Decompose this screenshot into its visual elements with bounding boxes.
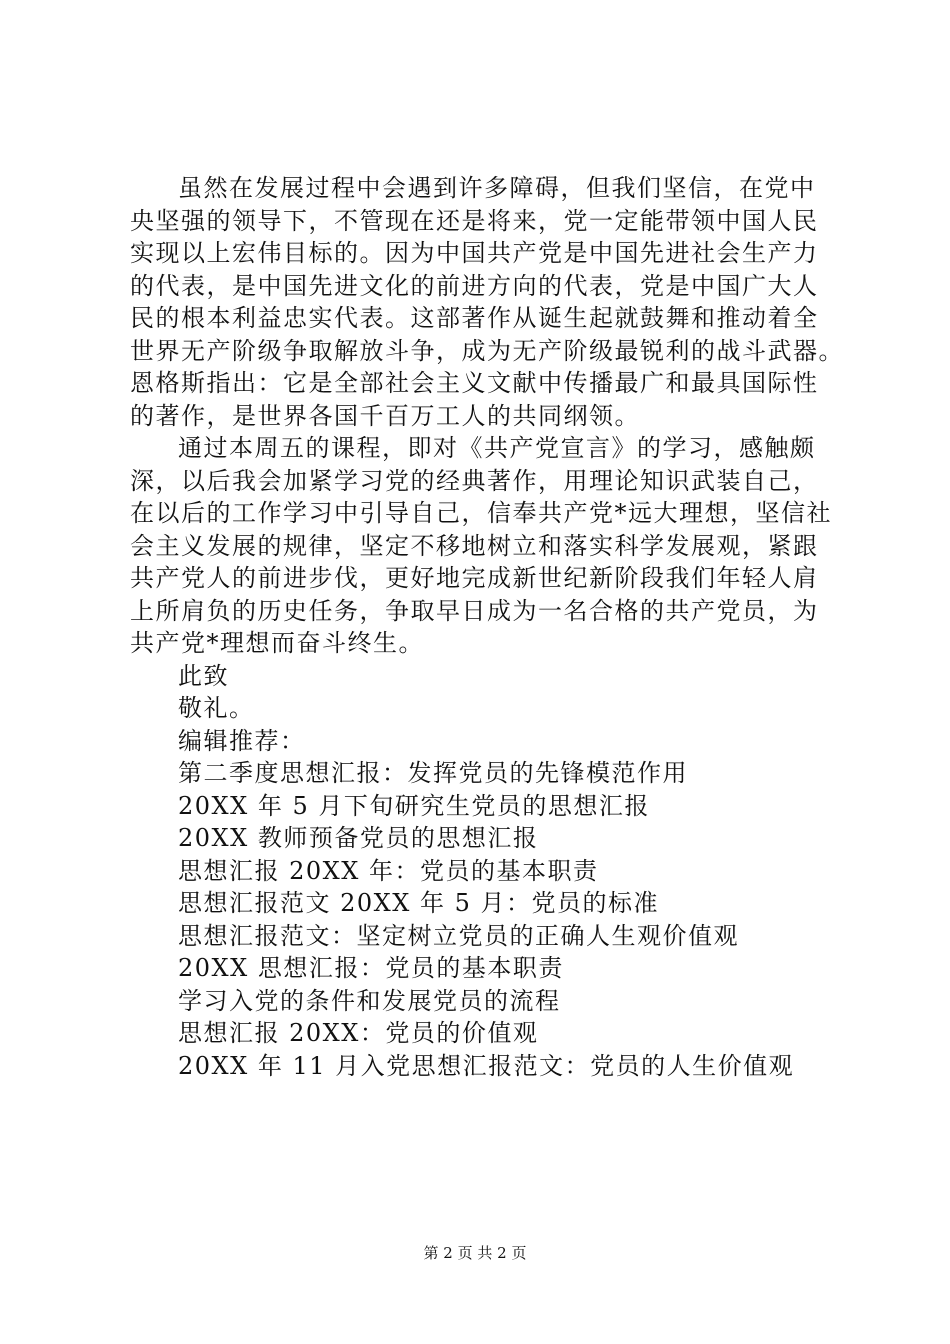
paragraph-line: 央坚强的领导下，不管现在还是将来，党一定能带领中国人民	[130, 206, 819, 235]
paragraph-line: 虽然在发展过程中会遇到许多障碍，但我们坚信，在党中	[178, 174, 816, 202]
recommendation-item: 第二季度思想汇报：发挥党员的先锋模范作用	[178, 759, 688, 787]
paragraph-line: 共产党*理想而奋斗终生。	[130, 629, 424, 657]
closing-regards: 敬礼。	[178, 694, 255, 722]
recommendation-item: 学习入党的条件和发展党员的流程	[178, 986, 561, 1015]
recommendation-item: 20XX 教师预备党员的思想汇报	[178, 824, 539, 852]
paragraph-line: 上所肩负的历史任务，争取早日成为一名合格的共产党员，为	[130, 596, 819, 625]
paragraph-line: 的代表，是中国先进文化的前进方向的代表，党是中国广大人	[130, 271, 819, 300]
recommendation-item: 思想汇报范文：坚定树立党员的正确人生观价值观	[178, 921, 739, 950]
editor-recommend-label: 编辑推荐：	[178, 726, 306, 755]
closing-salutation: 此致	[178, 661, 229, 690]
paragraph-line: 实现以上宏伟目标的。因为中国共产党是中国先进社会生产力	[130, 239, 819, 267]
document-body	[130, 172, 850, 1082]
paragraph-line: 在以后的工作学习中引导自己，信奉共产党*远大理想，坚信社	[130, 499, 832, 527]
recommendation-item: 思想汇报 20XX：党员的价值观	[178, 1019, 539, 1047]
paragraph-line: 的著作，是世界各国千百万工人的共同纲领。	[130, 401, 640, 430]
paragraph-line: 世界无产阶级争取解放斗争，成为无产阶级最锐利的战斗武器。	[130, 336, 844, 365]
paragraph-line: 深，以后我会加紧学习党的经典著作，用理论知识武装自己，	[130, 466, 819, 495]
page-footer-indicator: 第 2 页 共 2 页	[423, 1244, 527, 1262]
paragraph-line: 共产党人的前进步伐，更好地完成新世纪新阶段我们年轻人肩	[130, 564, 819, 592]
paragraph-line: 恩格斯指出：它是全部社会主义文献中传播最广和最具国际性	[130, 369, 819, 397]
paragraph-line: 通过本周五的课程，即对《共产党宣言》的学习，感触颇	[178, 434, 816, 462]
recommendation-item: 20XX 思想汇报：党员的基本职责	[178, 954, 564, 982]
paragraph-line: 会主义发展的规律，坚定不移地树立和落实科学发展观，紧跟	[130, 531, 819, 560]
recommendation-item: 思想汇报范文 20XX 年 5 月：党员的标准	[178, 889, 659, 917]
recommendation-item: 思想汇报 20XX 年：党员的基本职责	[178, 856, 599, 885]
recommendation-item: 20XX 年 5 月下旬研究生党员的思想汇报	[178, 791, 650, 820]
recommendation-item: 20XX 年 11 月入党思想汇报范文：党员的人生价值观	[178, 1051, 795, 1080]
paragraph-line: 民的根本利益忠实代表。这部著作从诞生起就鼓舞和推动着全	[130, 304, 819, 332]
